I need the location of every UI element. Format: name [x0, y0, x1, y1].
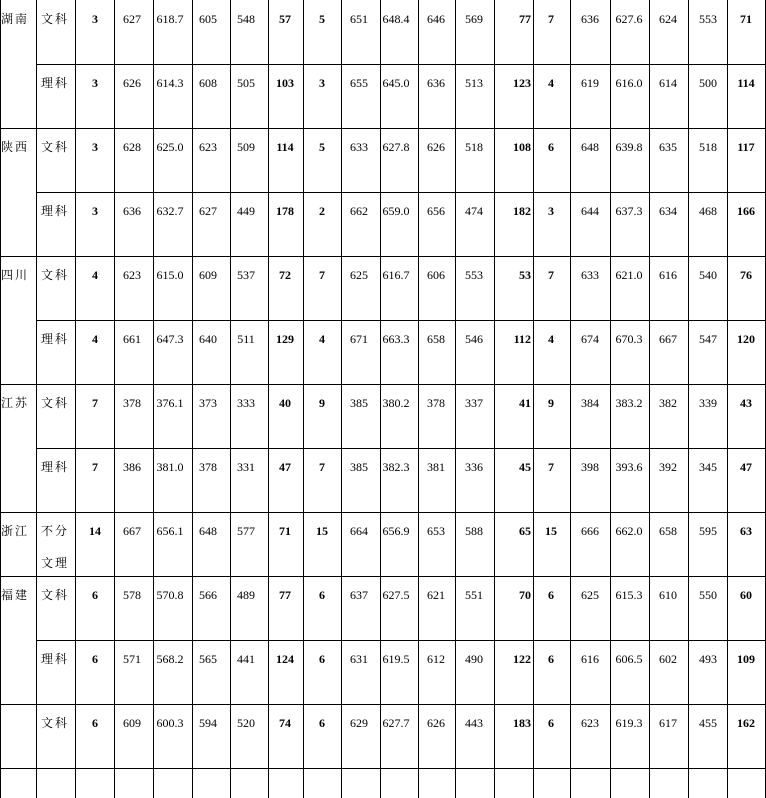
table-cell: 621	[427, 588, 445, 602]
table-cell: 637.3	[615, 204, 643, 218]
table-cell: 509	[237, 140, 255, 154]
table-cell: 666	[581, 524, 599, 538]
table-cell: 3	[92, 76, 98, 90]
table-cell: 490	[465, 652, 483, 666]
table-cell: 626	[123, 76, 141, 90]
table-cell: 382.3	[382, 460, 410, 474]
table-cell: 648.4	[382, 12, 410, 26]
table-cell: 648	[581, 140, 599, 154]
table-cell: 6	[319, 716, 325, 730]
table-cell: 3	[548, 204, 554, 218]
table-cell: 518	[699, 140, 717, 154]
table-cell: 3	[92, 12, 98, 26]
table-cell: 646	[427, 12, 445, 26]
table-cell: 615.0	[156, 268, 184, 282]
table-cell: 7	[92, 460, 98, 474]
table-cell: 658	[427, 332, 445, 346]
table-cell: 381	[427, 460, 445, 474]
table-cell: 166	[737, 204, 755, 218]
track-label: 理科	[41, 76, 70, 90]
table-cell: 639.8	[615, 140, 643, 154]
table-cell: 183	[513, 716, 531, 730]
table-cell: 518	[465, 140, 483, 154]
table-cell: 4	[92, 268, 98, 282]
table-cell: 385	[350, 460, 368, 474]
table-cell: 383.2	[615, 396, 643, 410]
table-cell: 7	[548, 12, 554, 26]
table-cell: 123	[513, 76, 531, 90]
table-cell: 162	[737, 716, 755, 730]
table-cell: 656.1	[156, 524, 184, 538]
table-cell: 616.0	[615, 76, 643, 90]
table-cell: 627.7	[382, 716, 410, 730]
table-cell: 618.7	[156, 12, 184, 26]
table-cell: 15	[316, 524, 328, 538]
table-cell: 664	[350, 524, 368, 538]
table-cell: 77	[519, 12, 531, 26]
province-label: 浙江	[1, 524, 30, 538]
table-cell: 120	[737, 332, 755, 346]
table-cell: 6	[319, 588, 325, 602]
table-cell: 182	[513, 204, 531, 218]
table-cell: 5	[319, 140, 325, 154]
table-cell: 609	[123, 716, 141, 730]
table-cell: 2	[319, 204, 325, 218]
table-cell: 4	[548, 332, 554, 346]
table-cell: 662	[350, 204, 368, 218]
table-cell: 636	[123, 204, 141, 218]
table-cell: 627	[123, 12, 141, 26]
table-cell: 449	[237, 204, 255, 218]
table-cell: 76	[740, 268, 752, 282]
table-cell: 3	[92, 204, 98, 218]
track-label: 文科	[41, 396, 70, 410]
table-cell: 662.0	[615, 524, 643, 538]
table-cell: 129	[276, 332, 294, 346]
table-cell: 7	[319, 268, 325, 282]
table-cell: 385	[350, 396, 368, 410]
table-cell: 674	[581, 332, 599, 346]
table-cell: 600.3	[156, 716, 184, 730]
table-cell: 577	[237, 524, 255, 538]
province-label: 湖南	[1, 12, 30, 26]
table-cell: 6	[548, 716, 554, 730]
table-cell: 626	[427, 716, 445, 730]
table-cell: 7	[548, 460, 554, 474]
table-cell: 4	[92, 332, 98, 346]
table-cell: 566	[199, 588, 217, 602]
table-cell: 644	[581, 204, 599, 218]
province-label: 江苏	[1, 396, 30, 410]
track-label: 文科	[41, 588, 70, 602]
table-cell: 441	[237, 652, 255, 666]
table-cell: 9	[319, 396, 325, 410]
table-cell: 345	[699, 460, 717, 474]
province-label: 福建	[1, 588, 30, 602]
table-cell: 571	[123, 652, 141, 666]
table-cell: 109	[737, 652, 755, 666]
table-cell: 380.2	[382, 396, 410, 410]
table-cell: 114	[737, 76, 755, 90]
table-cell: 553	[465, 268, 483, 282]
table-cell: 331	[237, 460, 255, 474]
table-cell: 124	[276, 652, 294, 666]
table-cell: 616	[659, 268, 677, 282]
table-cell: 621.0	[615, 268, 643, 282]
table-cell: 540	[699, 268, 717, 282]
table-cell: 14	[89, 524, 101, 538]
table-cell: 15	[545, 524, 557, 538]
table-cell: 619.5	[382, 652, 410, 666]
table-cell: 333	[237, 396, 255, 410]
table-cell: 339	[699, 396, 717, 410]
table-cell: 77	[279, 588, 291, 602]
table-cell: 373	[199, 396, 217, 410]
table-cell: 336	[465, 460, 483, 474]
table-cell: 616	[581, 652, 599, 666]
table-cell: 546	[465, 332, 483, 346]
table-cell: 7	[92, 396, 98, 410]
table-cell: 70	[519, 588, 531, 602]
table-cell: 40	[279, 396, 291, 410]
table-cell: 624	[659, 12, 677, 26]
table-cell: 5	[319, 12, 325, 26]
table-cell: 633	[350, 140, 368, 154]
table-cell: 6	[319, 652, 325, 666]
table-cell: 627	[199, 204, 217, 218]
table-cell: 602	[659, 652, 677, 666]
table-cell: 4	[319, 332, 325, 346]
table-cell: 636	[581, 12, 599, 26]
table-cell: 656	[427, 204, 445, 218]
table-cell: 71	[740, 12, 752, 26]
table-cell: 63	[740, 524, 752, 538]
table-cell: 663.3	[382, 332, 410, 346]
table-cell: 53	[519, 268, 531, 282]
table-cell: 623	[581, 716, 599, 730]
table-cell: 671	[350, 332, 368, 346]
table-cell: 655	[350, 76, 368, 90]
table-cell: 635	[659, 140, 677, 154]
table-cell: 114	[276, 140, 294, 154]
table-cell: 625.0	[156, 140, 184, 154]
table-cell: 619	[581, 76, 599, 90]
table-cell: 606.5	[615, 652, 643, 666]
track-label: 理科	[41, 204, 70, 218]
track-label: 理科	[41, 652, 70, 666]
table-cell: 661	[123, 332, 141, 346]
track-label: 不分	[41, 524, 70, 538]
table-cell: 619.3	[615, 716, 643, 730]
table-cell: 614.3	[156, 76, 184, 90]
table-cell: 47	[279, 460, 291, 474]
table-cell: 474	[465, 204, 483, 218]
table-cell: 547	[699, 332, 717, 346]
table-cell: 609	[199, 268, 217, 282]
table-cell: 6	[92, 716, 98, 730]
table-cell: 122	[513, 652, 531, 666]
table-cell: 670.3	[615, 332, 643, 346]
track-label: 文科	[41, 140, 70, 154]
table-cell: 629	[350, 716, 368, 730]
table-cell: 631	[350, 652, 368, 666]
table-cell: 468	[699, 204, 717, 218]
track-label: 文理	[41, 556, 70, 570]
table-cell: 178	[276, 204, 294, 218]
table-cell: 548	[237, 12, 255, 26]
table-cell: 623	[123, 268, 141, 282]
table-cell: 658	[659, 524, 677, 538]
table-cell: 376.1	[156, 396, 184, 410]
table-cell: 610	[659, 588, 677, 602]
table-cell: 500	[699, 76, 717, 90]
table-cell: 117	[737, 140, 755, 154]
table-cell: 537	[237, 268, 255, 282]
table-cell: 9	[548, 396, 554, 410]
table-cell: 443	[465, 716, 483, 730]
table-cell: 45	[519, 460, 531, 474]
table-cell: 7	[548, 268, 554, 282]
table-cell: 384	[581, 396, 599, 410]
table-cell: 392	[659, 460, 677, 474]
table-cell: 627.6	[615, 12, 643, 26]
track-label: 理科	[41, 460, 70, 474]
table-cell: 623	[199, 140, 217, 154]
table-cell: 47	[740, 460, 752, 474]
table-cell: 551	[465, 588, 483, 602]
table-cell: 6	[548, 588, 554, 602]
table-cell: 6	[548, 140, 554, 154]
table-cell: 628	[123, 140, 141, 154]
table-cell: 632.7	[156, 204, 184, 218]
table-cell: 108	[513, 140, 531, 154]
table-cell: 565	[199, 652, 217, 666]
table-cell: 617	[659, 716, 677, 730]
table-cell: 72	[279, 268, 291, 282]
table-cell: 43	[740, 396, 752, 410]
table-cell: 625	[581, 588, 599, 602]
table-cell: 648	[199, 524, 217, 538]
table-cell: 550	[699, 588, 717, 602]
table-cell: 493	[699, 652, 717, 666]
table-cell: 520	[237, 716, 255, 730]
table-cell: 615.3	[615, 588, 643, 602]
table-cell: 398	[581, 460, 599, 474]
table-cell: 3	[319, 76, 325, 90]
track-label: 文科	[41, 716, 70, 730]
table-cell: 505	[237, 76, 255, 90]
table-cell: 4	[548, 76, 554, 90]
table-cell: 569	[465, 12, 483, 26]
table-cell: 378	[199, 460, 217, 474]
table-cell: 386	[123, 460, 141, 474]
table-cell: 667	[659, 332, 677, 346]
table-cell: 633	[581, 268, 599, 282]
province-label: 陕西	[1, 140, 30, 154]
table-cell: 608	[199, 76, 217, 90]
table-cell: 637	[350, 588, 368, 602]
table-cell: 626	[427, 140, 445, 154]
table-cell: 3	[92, 140, 98, 154]
table-cell: 605	[199, 12, 217, 26]
table-cell: 578	[123, 588, 141, 602]
table-cell: 513	[465, 76, 483, 90]
table-cell: 60	[740, 588, 752, 602]
table-cell: 382	[659, 396, 677, 410]
table-cell: 41	[519, 396, 531, 410]
table-cell: 6	[548, 652, 554, 666]
table-cell: 6	[92, 652, 98, 666]
table-cell: 6	[92, 588, 98, 602]
table-cell: 57	[279, 12, 291, 26]
table-cell: 651	[350, 12, 368, 26]
table-cell: 588	[465, 524, 483, 538]
table-cell: 640	[199, 332, 217, 346]
table-cell: 112	[513, 332, 531, 346]
table-cell: 645.0	[382, 76, 410, 90]
province-label: 四川	[1, 268, 30, 282]
table-cell: 378	[123, 396, 141, 410]
table-cell: 337	[465, 396, 483, 410]
table-cell: 647.3	[156, 332, 184, 346]
table-cell: 568.2	[156, 652, 184, 666]
table-cell: 627.8	[382, 140, 410, 154]
table-cell: 653	[427, 524, 445, 538]
table-cell: 511	[237, 332, 255, 346]
table-cell: 606	[427, 268, 445, 282]
table-cell: 553	[699, 12, 717, 26]
table-cell: 381.0	[156, 460, 184, 474]
table-cell: 612	[427, 652, 445, 666]
track-label: 文科	[41, 268, 70, 282]
table-cell: 636	[427, 76, 445, 90]
table-cell: 595	[699, 524, 717, 538]
table-cell: 74	[279, 716, 291, 730]
table-cell: 659.0	[382, 204, 410, 218]
table-cell: 594	[199, 716, 217, 730]
table-cell: 570.8	[156, 588, 184, 602]
table-cell: 625	[350, 268, 368, 282]
table-cell: 614	[659, 76, 677, 90]
track-label: 理科	[41, 332, 70, 346]
table-cell: 71	[279, 524, 291, 538]
table-cell: 627.5	[382, 588, 410, 602]
table-cell: 667	[123, 524, 141, 538]
track-label: 文科	[41, 12, 70, 26]
table-cell: 634	[659, 204, 677, 218]
table-cell: 656.9	[382, 524, 410, 538]
table-cell: 7	[319, 460, 325, 474]
table-cell: 455	[699, 716, 717, 730]
table-cell: 103	[276, 76, 294, 90]
table-cell: 489	[237, 588, 255, 602]
table-cell: 616.7	[382, 268, 410, 282]
table-cell: 393.6	[615, 460, 643, 474]
table-cell: 378	[427, 396, 445, 410]
table-cell: 65	[519, 524, 531, 538]
